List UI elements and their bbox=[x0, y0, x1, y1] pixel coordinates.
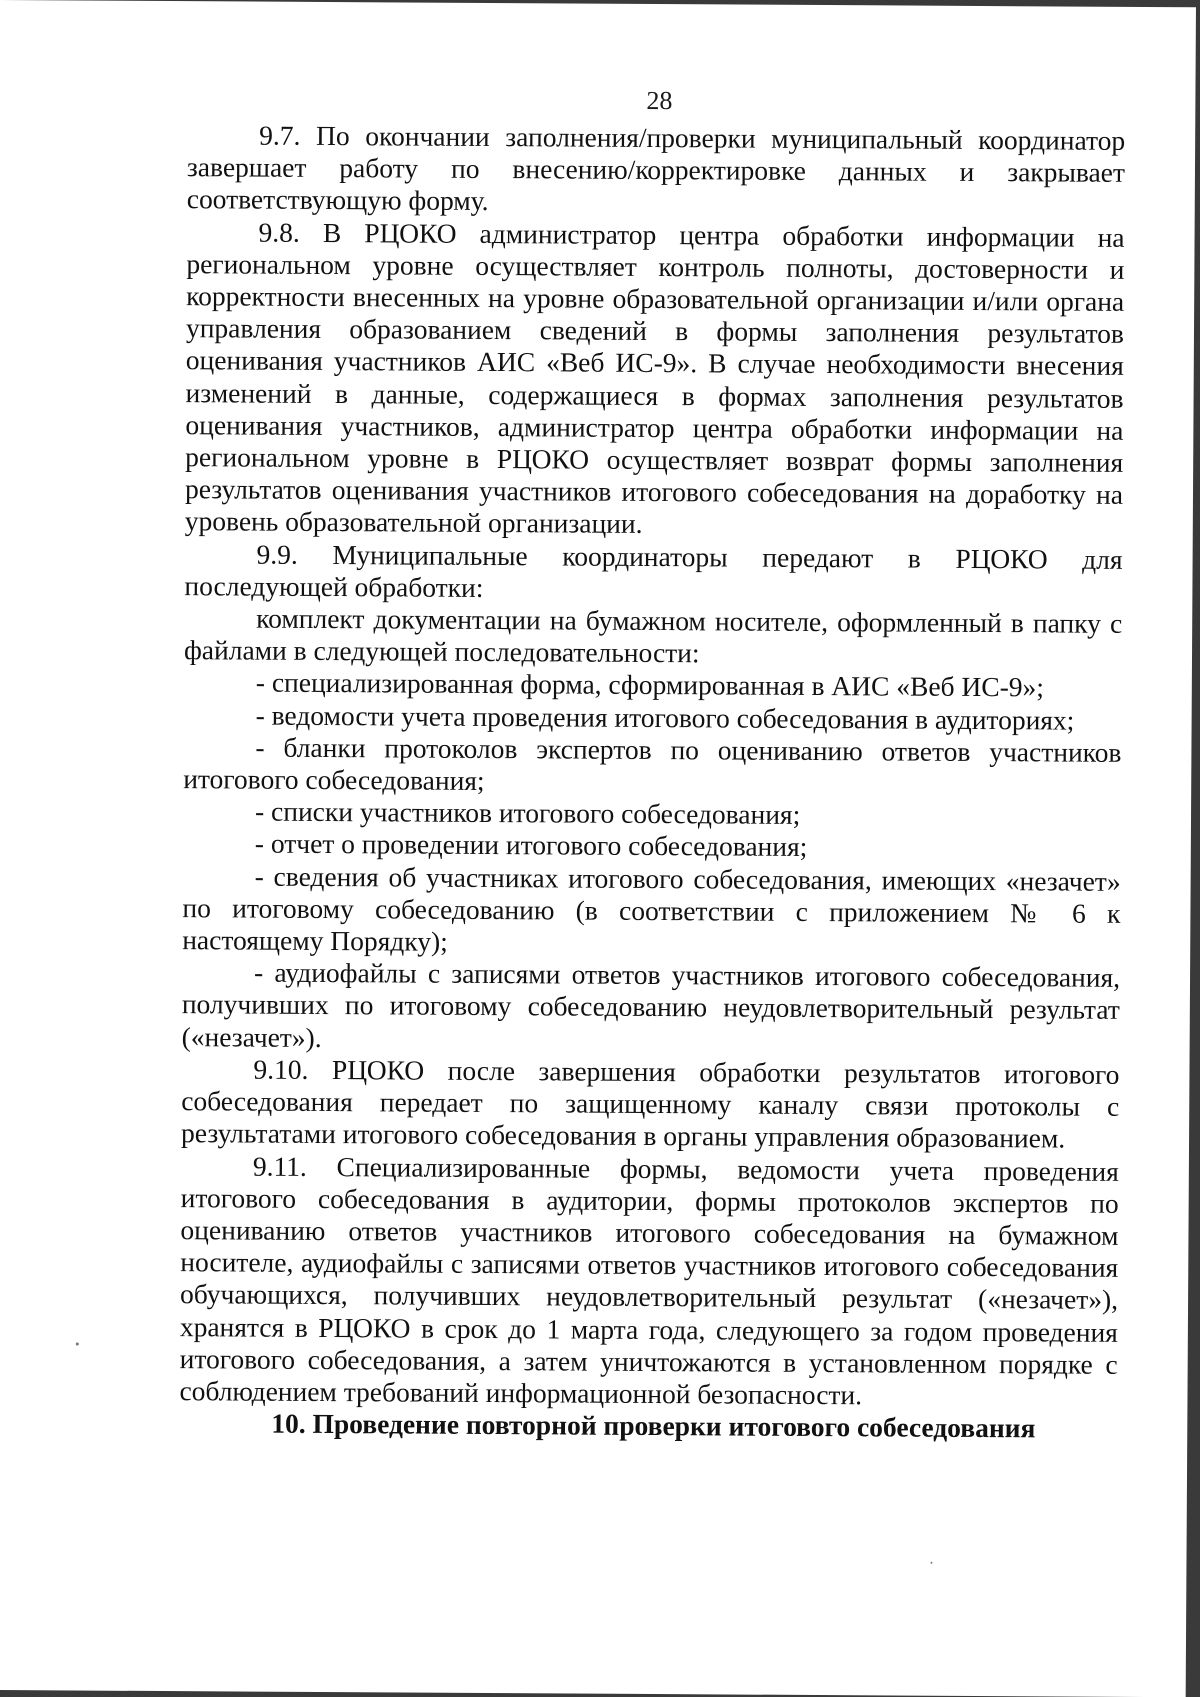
document-body bbox=[179, 119, 1125, 1445]
list-item-expert-forms: - бланки протоколов экспертов по оцениванию ответов участников итогового собеседования; bbox=[183, 731, 1122, 797]
list-item-statements: - ведомости учета проведения итогового собеседования в аудиториях; bbox=[255, 699, 1075, 736]
paragraph-9-11: 9.11. Специализированные формы, ведомости учета проведения итогового собеседования в аудитории, формы протоколов экспертов по оцениванию ответов участников итогового собеседования на бумажном носителе, аудиофайлы с записями ответов участников итогового собеседования обучающихся, получивших неудовлетворительный результат («незачет»), хранятся в РЦОКО в срок до 1 марта года, следующего за годом проведения итогового собеседования, а затем уничтожаются в установленном порядке с соблюдением требований информационной безопасности. bbox=[179, 1150, 1119, 1411]
list-item-participant-lists: - списки участников итогового собеседования; bbox=[254, 795, 801, 831]
scan-speck bbox=[930, 1562, 932, 1564]
scan-speck bbox=[76, 1342, 79, 1345]
paragraph-9-7: 9.7. По окончании заполнения/проверки муниципальный координатор завершает работу по внесению/корректировке данных и закрывает соответствующую форму. bbox=[186, 119, 1126, 217]
paragraph-9-9: 9.9. Муниципальные координаторы передают в РЦОКО для последующей обработки: bbox=[184, 538, 1123, 603]
list-item-special-form: - специализированная форма, сформированная в АИС «Веб ИС-9»; bbox=[255, 667, 1045, 703]
paragraph-document-set: комплект документации на бумажном носителе, оформленный в папку с файлами в следующей последовательности: bbox=[183, 602, 1123, 669]
list-item-fail-info: - сведения об участниках итогового собеседования, имеющих «незачет» по итоговому собеседованию (в соответствии с приложением № 6 к настоящему Порядку); bbox=[182, 860, 1121, 957]
paragraph-9-10: 9.10. РЦОКО после завершения обработки результатов итогового собеседования передает по защищенному каналу связи протоколы с результатами итогового собеседования в органы управления образованием. bbox=[180, 1053, 1120, 1154]
list-item-audio-files: - аудиофайлы с записями ответов участников итогового собеседования, получивших по итоговому собеседованию неудовлетворительный результат («незачет»). bbox=[181, 956, 1121, 1053]
paragraph-9-8: 9.8. В РЦОКО администратор центра обработки информации на региональном уровне осуществляет контроль полноты, достоверности и корректности внесенных на уровне образовательной организации и/или органа управления образованием сведений в формы заполнения результатов оценивания участников АИС «Веб ИС-9». В случае необходимости внесения изменений в данные, содержащиеся в формах заполнения результатов оценивания участников, администратор центра обработки информации на региональном уровне в РЦОКО осуществляет возврат формы заполнения результатов оценивания участников итогового собеседования на доработку на уровень образовательной организации. bbox=[184, 216, 1125, 540]
page-number: 28 bbox=[646, 85, 673, 116]
section-heading: 10. Проведение повторной проверки итогового собеседования bbox=[271, 1407, 1036, 1444]
list-item-report: - отчет о проведении итогового собеседования; bbox=[254, 828, 808, 863]
